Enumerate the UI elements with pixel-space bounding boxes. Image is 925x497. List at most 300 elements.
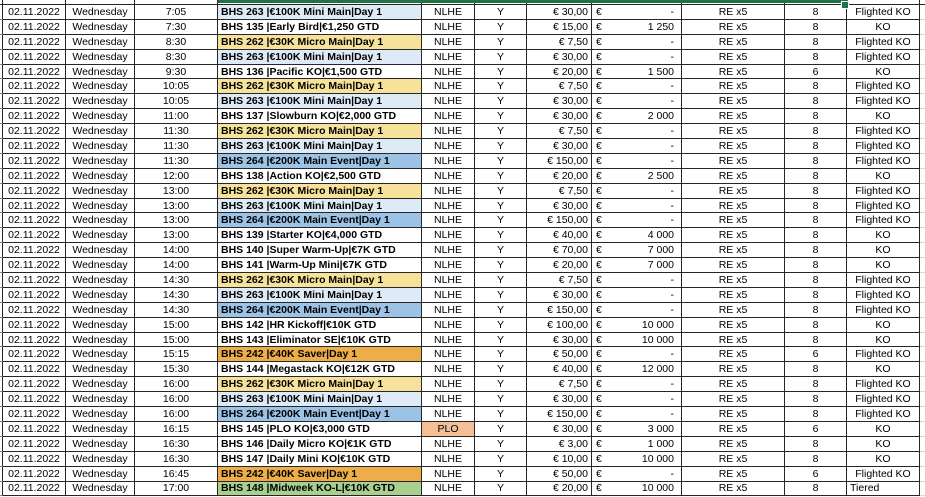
tournament-name-cell[interactable]: BHS 139 |Starter KO|€4,000 GTD [218, 228, 422, 243]
flag-cell[interactable]: Y [475, 65, 527, 80]
tournament-name-cell[interactable]: BHS 142 |HR Kickoff|€10K GTD [218, 318, 422, 333]
ko-type-cell[interactable]: Flighted KO [847, 377, 920, 392]
tournament-name-cell[interactable]: BHS 138 |Action KO|€2,500 GTD [218, 169, 422, 184]
buyin-cell[interactable]: € 20,00 [527, 65, 592, 80]
ko-type-cell[interactable]: Flighted KO [847, 273, 920, 288]
ko-type-cell[interactable]: Flighted KO [847, 213, 920, 228]
ko-type-cell[interactable]: Flighted KO [847, 124, 920, 139]
level-count-cell[interactable]: 8 [785, 243, 847, 258]
bounty-cell[interactable] [592, 467, 682, 482]
flag-cell[interactable]: Y [475, 288, 527, 303]
ko-type-cell[interactable]: KO [847, 362, 920, 377]
weekday-cell[interactable]: Wednesday [66, 437, 135, 452]
reentry-cell[interactable]: RE x5 [682, 5, 785, 20]
reentry-cell[interactable]: RE x5 [682, 124, 785, 139]
flag-cell[interactable]: Y [475, 109, 527, 124]
flag-cell[interactable]: Y [475, 243, 527, 258]
game-type-cell[interactable]: NLHE [422, 213, 475, 228]
buyin-cell[interactable]: € 7,50 [527, 35, 592, 50]
tournament-name-cell[interactable]: BHS 263 |€100K Mini Main|Day 1 [218, 199, 422, 214]
start-time-cell[interactable]: 14:00 [135, 258, 218, 273]
level-count-cell[interactable]: 8 [785, 184, 847, 199]
tournament-name-cell[interactable]: BHS 264 |€200K Main Event|Day 1 [218, 213, 422, 228]
level-count-cell[interactable]: 8 [785, 79, 847, 94]
flag-cell[interactable]: Y [475, 124, 527, 139]
flag-cell[interactable]: Y [475, 79, 527, 94]
level-count-cell[interactable]: 8 [785, 5, 847, 20]
game-type-cell[interactable]: NLHE [422, 139, 475, 154]
level-count-cell[interactable]: 8 [785, 199, 847, 214]
flag-cell[interactable]: Y [475, 35, 527, 50]
game-type-cell[interactable]: NLHE [422, 65, 475, 80]
tournament-name-cell[interactable]: BHS 137 |Slowburn KO|€2,000 GTD [218, 109, 422, 124]
tournament-name-cell[interactable]: BHS 263 |€100K Mini Main|Day 1 [218, 139, 422, 154]
date-cell[interactable]: 02.11.2022 [3, 199, 66, 214]
date-cell[interactable]: 02.11.2022 [3, 407, 66, 422]
flag-cell[interactable]: Y [475, 347, 527, 362]
date-cell[interactable]: 02.11.2022 [3, 318, 66, 333]
level-count-cell[interactable]: 8 [785, 109, 847, 124]
bounty-cell[interactable] [592, 124, 682, 139]
reentry-cell[interactable]: RE x5 [682, 347, 785, 362]
start-time-cell[interactable]: 13:00 [135, 213, 218, 228]
level-count-cell[interactable]: 6 [785, 347, 847, 362]
weekday-cell[interactable]: Wednesday [66, 392, 135, 407]
level-count-cell[interactable]: 8 [785, 407, 847, 422]
bounty-cell[interactable] [592, 333, 682, 348]
bounty-cell[interactable] [592, 35, 682, 50]
date-cell[interactable]: 02.11.2022 [3, 422, 66, 437]
ko-type-cell[interactable]: Flighted KO [847, 50, 920, 65]
weekday-cell[interactable]: Wednesday [66, 377, 135, 392]
tournament-name-cell[interactable]: BHS 262 |€30K Micro Main|Day 1 [218, 377, 422, 392]
tournament-name-cell[interactable]: BHS 264 |€200K Main Event|Day 1 [218, 154, 422, 169]
flag-cell[interactable]: Y [475, 169, 527, 184]
flag-cell[interactable]: Y [475, 273, 527, 288]
date-cell[interactable]: 02.11.2022 [3, 452, 66, 467]
flag-cell[interactable]: Y [475, 5, 527, 20]
bounty-cell[interactable] [592, 377, 682, 392]
game-type-cell[interactable]: NLHE [422, 333, 475, 348]
reentry-cell[interactable]: RE x5 [682, 35, 785, 50]
game-type-cell[interactable]: NLHE [422, 347, 475, 362]
date-cell[interactable]: 02.11.2022 [3, 79, 66, 94]
reentry-cell[interactable]: RE x5 [682, 318, 785, 333]
buyin-cell[interactable]: € 70,00 [527, 243, 592, 258]
ko-type-cell[interactable]: KO [847, 243, 920, 258]
buyin-cell[interactable]: € 7,50 [527, 124, 592, 139]
level-count-cell[interactable]: 8 [785, 392, 847, 407]
flag-cell[interactable]: Y [475, 184, 527, 199]
tournament-name-cell[interactable]: BHS 242 |€40K Saver|Day 1 [218, 467, 422, 482]
ko-type-cell[interactable]: Flighted KO [847, 199, 920, 214]
level-count-cell[interactable]: 8 [785, 124, 847, 139]
ko-type-cell[interactable]: Flighted KO [847, 347, 920, 362]
buyin-cell[interactable]: € 30,00 [527, 199, 592, 214]
weekday-cell[interactable]: Wednesday [66, 35, 135, 50]
ko-type-cell[interactable]: Flighted KO [847, 407, 920, 422]
reentry-cell[interactable]: RE x5 [682, 20, 785, 35]
weekday-cell[interactable]: Wednesday [66, 333, 135, 348]
game-type-cell[interactable]: NLHE [422, 20, 475, 35]
date-cell[interactable]: 02.11.2022 [3, 20, 66, 35]
buyin-cell[interactable]: € 7,50 [527, 184, 592, 199]
date-cell[interactable]: 02.11.2022 [3, 258, 66, 273]
start-time-cell[interactable]: 16:30 [135, 452, 218, 467]
ko-type-cell[interactable]: KO [847, 169, 920, 184]
weekday-cell[interactable]: Wednesday [66, 169, 135, 184]
game-type-cell[interactable]: NLHE [422, 199, 475, 214]
weekday-cell[interactable]: Wednesday [66, 50, 135, 65]
flag-cell[interactable]: Y [475, 228, 527, 243]
tournament-name-cell[interactable]: BHS 148 |Midweek KO-L|€10K GTD [218, 482, 422, 497]
start-time-cell[interactable]: 14:30 [135, 288, 218, 303]
tournament-name-cell[interactable]: BHS 262 |€30K Micro Main|Day 1 [218, 273, 422, 288]
weekday-cell[interactable]: Wednesday [66, 79, 135, 94]
start-time-cell[interactable]: 12:00 [135, 169, 218, 184]
ko-type-cell[interactable]: Flighted KO [847, 5, 920, 20]
weekday-cell[interactable]: Wednesday [66, 288, 135, 303]
ko-type-cell[interactable]: KO [847, 452, 920, 467]
start-time-cell[interactable]: 15:15 [135, 347, 218, 362]
level-count-cell[interactable]: 8 [785, 437, 847, 452]
flag-cell[interactable]: Y [475, 303, 527, 318]
tournament-name-cell[interactable]: BHS 145 |PLO KO|€3,000 GTD [218, 422, 422, 437]
start-time-cell[interactable]: 8:30 [135, 35, 218, 50]
flag-cell[interactable]: Y [475, 139, 527, 154]
tournament-name-cell[interactable]: BHS 262 |€30K Micro Main|Day 1 [218, 184, 422, 199]
game-type-cell[interactable]: NLHE [422, 258, 475, 273]
reentry-cell[interactable]: RE x5 [682, 437, 785, 452]
game-type-cell[interactable]: NLHE [422, 184, 475, 199]
tournament-name-cell[interactable]: BHS 263 |€100K Mini Main|Day 1 [218, 288, 422, 303]
date-cell[interactable]: 02.11.2022 [3, 467, 66, 482]
date-cell[interactable]: 02.11.2022 [3, 243, 66, 258]
bounty-cell[interactable] [592, 318, 682, 333]
ko-type-cell[interactable]: Flighted KO [847, 94, 920, 109]
reentry-cell[interactable]: RE x5 [682, 139, 785, 154]
reentry-cell[interactable]: RE x5 [682, 452, 785, 467]
flag-cell[interactable]: Y [475, 452, 527, 467]
start-time-cell[interactable]: 16:00 [135, 377, 218, 392]
bounty-cell[interactable] [592, 347, 682, 362]
bounty-cell[interactable] [592, 199, 682, 214]
bounty-cell[interactable] [592, 392, 682, 407]
game-type-cell[interactable]: NLHE [422, 5, 475, 20]
level-count-cell[interactable]: 8 [785, 362, 847, 377]
game-type-cell[interactable]: NLHE [422, 50, 475, 65]
date-cell[interactable]: 02.11.2022 [3, 65, 66, 80]
ko-type-cell[interactable]: Flighted KO [847, 467, 920, 482]
game-type-cell[interactable]: NLHE [422, 392, 475, 407]
game-type-cell[interactable]: NLHE [422, 109, 475, 124]
buyin-cell[interactable]: € 150,00 [527, 213, 592, 228]
ko-type-cell[interactable]: KO [847, 109, 920, 124]
reentry-cell[interactable]: RE x5 [682, 482, 785, 497]
ko-type-cell[interactable]: KO [847, 318, 920, 333]
start-time-cell[interactable]: 11:30 [135, 154, 218, 169]
weekday-cell[interactable]: Wednesday [66, 94, 135, 109]
level-count-cell[interactable]: 8 [785, 50, 847, 65]
reentry-cell[interactable]: RE x5 [682, 422, 785, 437]
date-cell[interactable]: 02.11.2022 [3, 362, 66, 377]
flag-cell[interactable]: Y [475, 199, 527, 214]
start-time-cell[interactable]: 13:00 [135, 199, 218, 214]
tournament-name-cell[interactable]: BHS 141 |Warm-Up Mini|€7K GTD [218, 258, 422, 273]
start-time-cell[interactable]: 7:05 [135, 5, 218, 20]
game-type-cell[interactable]: NLHE [422, 377, 475, 392]
ko-type-cell[interactable]: KO [847, 20, 920, 35]
game-type-cell[interactable]: NLHE [422, 482, 475, 497]
reentry-cell[interactable]: RE x5 [682, 79, 785, 94]
buyin-cell[interactable]: € 30,00 [527, 5, 592, 20]
level-count-cell[interactable]: 8 [785, 94, 847, 109]
start-time-cell[interactable]: 17:00 [135, 482, 218, 497]
date-cell[interactable]: 02.11.2022 [3, 109, 66, 124]
tournament-name-cell[interactable]: BHS 263 |€100K Mini Main|Day 1 [218, 5, 422, 20]
date-cell[interactable]: 02.11.2022 [3, 377, 66, 392]
game-type-cell[interactable]: NLHE [422, 452, 475, 467]
game-type-cell[interactable]: NLHE [422, 362, 475, 377]
reentry-cell[interactable]: RE x5 [682, 303, 785, 318]
game-type-cell[interactable]: NLHE [422, 79, 475, 94]
reentry-cell[interactable]: RE x5 [682, 228, 785, 243]
start-time-cell[interactable]: 14:30 [135, 303, 218, 318]
weekday-cell[interactable]: Wednesday [66, 213, 135, 228]
level-count-cell[interactable]: 8 [785, 154, 847, 169]
game-type-cell[interactable]: PLO [422, 422, 475, 437]
weekday-cell[interactable]: Wednesday [66, 109, 135, 124]
buyin-cell[interactable]: € 40,00 [527, 228, 592, 243]
date-cell[interactable]: 02.11.2022 [3, 50, 66, 65]
start-time-cell[interactable]: 11:00 [135, 109, 218, 124]
date-cell[interactable]: 02.11.2022 [3, 169, 66, 184]
bounty-cell[interactable] [592, 243, 682, 258]
start-time-cell[interactable]: 10:05 [135, 94, 218, 109]
start-time-cell[interactable]: 15:00 [135, 318, 218, 333]
start-time-cell[interactable]: 10:05 [135, 79, 218, 94]
weekday-cell[interactable]: Wednesday [66, 184, 135, 199]
bounty-cell[interactable] [592, 109, 682, 124]
bounty-cell[interactable] [592, 273, 682, 288]
weekday-cell[interactable]: Wednesday [66, 347, 135, 362]
game-type-cell[interactable]: NLHE [422, 154, 475, 169]
tournament-name-cell[interactable]: BHS 140 |Super Warm-Up|€7K GTD [218, 243, 422, 258]
selection-fill-handle[interactable] [841, 1, 849, 9]
buyin-cell[interactable]: € 30,00 [527, 288, 592, 303]
date-cell[interactable]: 02.11.2022 [3, 94, 66, 109]
ko-type-cell[interactable]: KO [847, 65, 920, 80]
weekday-cell[interactable]: Wednesday [66, 124, 135, 139]
flag-cell[interactable]: Y [475, 20, 527, 35]
tournament-name-cell[interactable]: BHS 136 |Pacific KO|€1,500 GTD [218, 65, 422, 80]
level-count-cell[interactable]: 8 [785, 258, 847, 273]
start-time-cell[interactable]: 8:30 [135, 50, 218, 65]
flag-cell[interactable]: Y [475, 482, 527, 497]
buyin-cell[interactable]: € 30,00 [527, 333, 592, 348]
start-time-cell[interactable]: 7:30 [135, 20, 218, 35]
reentry-cell[interactable]: RE x5 [682, 65, 785, 80]
ko-type-cell[interactable]: Flighted KO [847, 35, 920, 50]
level-count-cell[interactable]: 6 [785, 65, 847, 80]
buyin-cell[interactable]: € 30,00 [527, 109, 592, 124]
level-count-cell[interactable]: 8 [785, 303, 847, 318]
reentry-cell[interactable]: RE x5 [682, 392, 785, 407]
tournament-name-cell[interactable]: BHS 242 |€40K Saver|Day 1 [218, 347, 422, 362]
weekday-cell[interactable]: Wednesday [66, 482, 135, 497]
weekday-cell[interactable]: Wednesday [66, 467, 135, 482]
weekday-cell[interactable]: Wednesday [66, 243, 135, 258]
game-type-cell[interactable]: NLHE [422, 243, 475, 258]
ko-type-cell[interactable]: Flighted KO [847, 79, 920, 94]
ko-type-cell[interactable]: KO [847, 422, 920, 437]
buyin-cell[interactable]: € 40,00 [527, 362, 592, 377]
level-count-cell[interactable]: 6 [785, 422, 847, 437]
weekday-cell[interactable]: Wednesday [66, 422, 135, 437]
start-time-cell[interactable]: 16:00 [135, 407, 218, 422]
buyin-cell[interactable]: € 7,50 [527, 79, 592, 94]
buyin-cell[interactable]: € 150,00 [527, 303, 592, 318]
weekday-cell[interactable]: Wednesday [66, 303, 135, 318]
weekday-cell[interactable]: Wednesday [66, 139, 135, 154]
reentry-cell[interactable]: RE x5 [682, 213, 785, 228]
flag-cell[interactable]: Y [475, 213, 527, 228]
game-type-cell[interactable]: NLHE [422, 124, 475, 139]
flag-cell[interactable]: Y [475, 258, 527, 273]
reentry-cell[interactable]: RE x5 [682, 109, 785, 124]
reentry-cell[interactable]: RE x5 [682, 407, 785, 422]
date-cell[interactable]: 02.11.2022 [3, 124, 66, 139]
date-cell[interactable]: 02.11.2022 [3, 5, 66, 20]
reentry-cell[interactable]: RE x5 [682, 154, 785, 169]
buyin-cell[interactable]: € 7,50 [527, 273, 592, 288]
tournament-name-cell[interactable]: BHS 263 |€100K Mini Main|Day 1 [218, 392, 422, 407]
game-type-cell[interactable]: NLHE [422, 407, 475, 422]
tournament-name-cell[interactable]: BHS 262 |€30K Micro Main|Day 1 [218, 79, 422, 94]
weekday-cell[interactable]: Wednesday [66, 5, 135, 20]
ko-type-cell[interactable]: Flighted KO [847, 392, 920, 407]
flag-cell[interactable]: Y [475, 94, 527, 109]
ko-type-cell[interactable]: KO [847, 228, 920, 243]
reentry-cell[interactable]: RE x5 [682, 243, 785, 258]
level-count-cell[interactable]: 8 [785, 213, 847, 228]
reentry-cell[interactable]: RE x5 [682, 199, 785, 214]
buyin-cell[interactable]: € 30,00 [527, 422, 592, 437]
bounty-cell[interactable] [592, 169, 682, 184]
date-cell[interactable]: 02.11.2022 [3, 288, 66, 303]
date-cell[interactable]: 02.11.2022 [3, 228, 66, 243]
level-count-cell[interactable]: 8 [785, 377, 847, 392]
ko-type-cell[interactable]: Flighted KO [847, 303, 920, 318]
date-cell[interactable]: 02.11.2022 [3, 213, 66, 228]
start-time-cell[interactable]: 11:30 [135, 124, 218, 139]
game-type-cell[interactable]: NLHE [422, 288, 475, 303]
date-cell[interactable]: 02.11.2022 [3, 392, 66, 407]
reentry-cell[interactable]: RE x5 [682, 94, 785, 109]
level-count-cell[interactable]: 8 [785, 333, 847, 348]
buyin-cell[interactable]: € 20,00 [527, 169, 592, 184]
bounty-cell[interactable] [592, 154, 682, 169]
ko-type-cell[interactable]: Flighted KO [847, 154, 920, 169]
game-type-cell[interactable]: NLHE [422, 228, 475, 243]
weekday-cell[interactable]: Wednesday [66, 199, 135, 214]
tournament-name-cell[interactable]: BHS 146 |Daily Micro KO|€1K GTD [218, 437, 422, 452]
ko-type-cell[interactable]: KO [847, 333, 920, 348]
date-cell[interactable]: 02.11.2022 [3, 333, 66, 348]
ko-type-cell[interactable]: KO [847, 258, 920, 273]
ko-type-cell[interactable]: Flighted KO [847, 184, 920, 199]
buyin-cell[interactable]: € 150,00 [527, 407, 592, 422]
ko-type-cell[interactable]: KO [847, 437, 920, 452]
level-count-cell[interactable]: 8 [785, 20, 847, 35]
bounty-cell[interactable] [592, 94, 682, 109]
buyin-cell[interactable]: € 50,00 [527, 347, 592, 362]
tournament-name-cell[interactable]: BHS 264 |€200K Main Event|Day 1 [218, 303, 422, 318]
level-count-cell[interactable]: 8 [785, 273, 847, 288]
level-count-cell[interactable]: 8 [785, 482, 847, 497]
buyin-cell[interactable]: € 100,00 [527, 318, 592, 333]
flag-cell[interactable]: Y [475, 377, 527, 392]
date-cell[interactable]: 02.11.2022 [3, 154, 66, 169]
reentry-cell[interactable]: RE x5 [682, 362, 785, 377]
buyin-cell[interactable]: € 20,00 [527, 482, 592, 497]
bounty-cell[interactable] [592, 79, 682, 94]
ko-type-cell[interactable]: Flighted KO [847, 288, 920, 303]
level-count-cell[interactable]: 8 [785, 452, 847, 467]
start-time-cell[interactable]: 11:30 [135, 139, 218, 154]
flag-cell[interactable]: Y [475, 154, 527, 169]
game-type-cell[interactable]: NLHE [422, 169, 475, 184]
weekday-cell[interactable]: Wednesday [66, 452, 135, 467]
buyin-cell[interactable]: € 150,00 [527, 154, 592, 169]
bounty-cell[interactable] [592, 213, 682, 228]
buyin-cell[interactable]: € 10,00 [527, 452, 592, 467]
buyin-cell[interactable]: € 15,00 [527, 20, 592, 35]
level-count-cell[interactable]: 8 [785, 139, 847, 154]
date-cell[interactable]: 02.11.2022 [3, 184, 66, 199]
reentry-cell[interactable]: RE x5 [682, 273, 785, 288]
reentry-cell[interactable]: RE x5 [682, 333, 785, 348]
date-cell[interactable]: 02.11.2022 [3, 347, 66, 362]
bounty-cell[interactable] [592, 288, 682, 303]
level-count-cell[interactable]: 8 [785, 169, 847, 184]
buyin-cell[interactable]: € 50,00 [527, 467, 592, 482]
bounty-cell[interactable] [592, 258, 682, 273]
game-type-cell[interactable]: NLHE [422, 437, 475, 452]
flag-cell[interactable]: Y [475, 392, 527, 407]
reentry-cell[interactable]: RE x5 [682, 377, 785, 392]
bounty-cell[interactable] [592, 482, 682, 497]
tournament-name-cell[interactable]: BHS 263 |€100K Mini Main|Day 1 [218, 50, 422, 65]
flag-cell[interactable]: Y [475, 437, 527, 452]
tournament-name-cell[interactable]: BHS 263 |€100K Mini Main|Day 1 [218, 94, 422, 109]
flag-cell[interactable]: Y [475, 318, 527, 333]
date-cell[interactable]: 02.11.2022 [3, 139, 66, 154]
game-type-cell[interactable]: NLHE [422, 318, 475, 333]
game-type-cell[interactable]: NLHE [422, 94, 475, 109]
buyin-cell[interactable]: € 7,50 [527, 377, 592, 392]
bounty-cell[interactable] [592, 65, 682, 80]
level-count-cell[interactable]: 8 [785, 35, 847, 50]
game-type-cell[interactable]: NLHE [422, 273, 475, 288]
weekday-cell[interactable]: Wednesday [66, 258, 135, 273]
start-time-cell[interactable]: 9:30 [135, 65, 218, 80]
start-time-cell[interactable]: 15:30 [135, 362, 218, 377]
buyin-cell[interactable]: € 30,00 [527, 94, 592, 109]
reentry-cell[interactable]: RE x5 [682, 288, 785, 303]
tournament-name-cell[interactable]: BHS 262 |€30K Micro Main|Day 1 [218, 124, 422, 139]
weekday-cell[interactable]: Wednesday [66, 228, 135, 243]
